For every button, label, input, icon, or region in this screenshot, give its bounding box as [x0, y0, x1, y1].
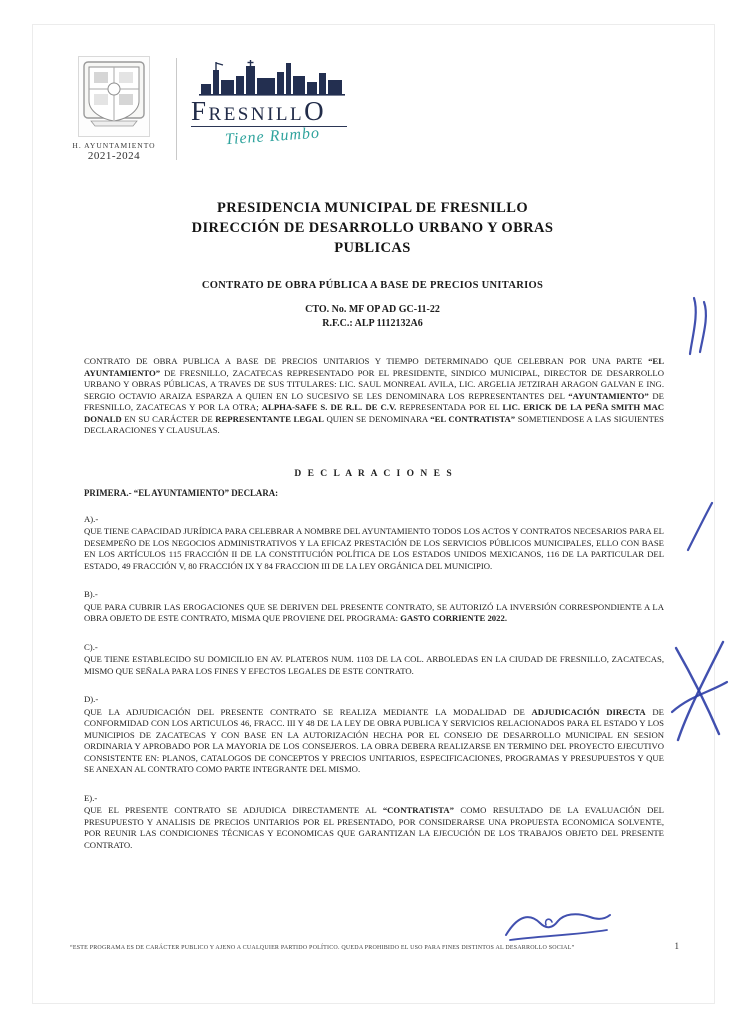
- header-divider: [176, 58, 177, 160]
- text-segment: REPRESENTADA POR EL: [396, 402, 503, 412]
- declarations-list: [84, 514, 664, 852]
- contract-meta: [85, 303, 660, 330]
- crest-years: 2021-2024: [87, 150, 141, 162]
- text-segment: CONTRATO DE OBRA PUBLICA A BASE DE PRECIOS UNITARIOS Y TIEMPO DETERMINADO QUE CELEBRAN POR UNA PARTE: [84, 356, 649, 366]
- skyline-icon: [197, 58, 347, 96]
- text-segment: “CONTRATISTA”: [382, 805, 454, 815]
- declarations-heading: D E C L A R A C I O N E S: [294, 468, 454, 479]
- declaration-text: [84, 602, 664, 625]
- declaration-block-e: [84, 793, 664, 852]
- text-segment: GASTO CORRIENTE 2022.: [400, 613, 507, 623]
- page-title-line2: DIRECCIÓN DE DESARROLLO URBANO Y OBRAS: [191, 220, 554, 236]
- declaration-label: D).-: [84, 694, 99, 704]
- text-segment: QUIEN SE DENOMINARA: [323, 413, 431, 424]
- text-segment: REPRESENTANTE LEGAL: [215, 413, 324, 424]
- municipal-crest-block: [62, 56, 166, 162]
- page-title-line3: PUBLICAS: [334, 240, 411, 256]
- declaration-text: [84, 707, 664, 776]
- page-title-line1: PRESIDENCIA MUNICIPAL DE FRESNILLO: [216, 200, 529, 216]
- intro-paragraph: [84, 356, 664, 437]
- declaration-block-c: [84, 642, 664, 678]
- ink-mark-near-contract-number: [676, 294, 718, 360]
- declaration-label: C).-: [84, 641, 98, 652]
- contract-number: CTO. No. MF OP AD GC-11-22: [305, 304, 440, 315]
- text-segment: “EL AYUNTAMIENTO”: [84, 356, 664, 378]
- declaration-text: [84, 654, 664, 677]
- text-segment: “EL CONTRATISTA”: [430, 413, 516, 424]
- text-segment: DE FRESNILLO, ZACATECAS REPRESENTADO POR EL PRESIDENTE, SINDICO MUNICIPAL, DIRECTOR DE DESARROLLO URBANO Y OBRAS PÚBLICAS, A TRAVES DE SUS TITULARES: LIC. SAUL MONREAL AVILA, LIC. ARGELIA JETZIRAH ARAGON GALVAN E ING. SERGIO OCTAVIO ARAIZA ESPARZA A QUIEN EN LO SUCESIVO SE LES DENOMINARA LOS REPRESENTANTES DEL: [84, 367, 664, 401]
- text-segment: QUE EL PRESENTE CONTRATO SE ADJUDICA DIRECTAMENTE AL: [84, 805, 383, 815]
- text-segment: QUE LA ADJUDICACIÓN DEL PRESENTE CONTRATO SE REALIZA MEDIANTE LA MODALIDAD DE: [84, 706, 532, 717]
- declaration-label: A).-: [84, 513, 99, 524]
- page-number: 1: [674, 941, 679, 951]
- title-block: [85, 198, 660, 258]
- coat-of-arms-icon: [78, 56, 150, 137]
- document-footer: [70, 941, 679, 951]
- declaration-label: E).-: [84, 792, 98, 803]
- text-segment: DE FRESNILLO, ZACATECAS Y POR LA OTRA;: [84, 390, 664, 412]
- ink-mark-checkstroke: [684, 500, 716, 556]
- declaration-block-a: [84, 514, 664, 573]
- text-segment: LIC. ERICK DE LA PEÑA SMITH MAC DONALD: [84, 402, 664, 424]
- declaration-label: B).-: [84, 589, 98, 599]
- ink-mark-initials-scribble: [666, 638, 732, 746]
- declarations-intro: PRIMERA.- “EL AYUNTAMIENTO” DECLARA:: [84, 488, 279, 498]
- text-segment: COMO RESULTADO DE LA EVALUACIÓN DEL PRESUPUESTO Y ANALISIS DE PRECIOS UNITARIOS POR EL PRESENTADO, POR CONSIDERARSE UNA PROPUESTA ECONOMICA SOLVENTE, POR REUNIR LAS CONDICIONES TÉCNICAS Y ECONOMICAS QUE GARANTIZAN LA EJECUCIÓN DE LOS TRABAJOS OBJETO DEL PRESENTE CONTRATO.: [84, 805, 664, 850]
- text-segment: QUE TIENE ESTABLECIDO SU DOMICILIO EN AV. PLATEROS NUM. 1103 DE LA COL. ARBOLEDAS EN LA CIUDAD DE FRESNILLO, ZACATECAS, MISMO QUE SEÑALA PARA LOS FINES Y EFECTOS LEGALES DE ESTE CONTRATO.: [84, 654, 664, 676]
- document-body: [84, 356, 664, 868]
- declaration-text: [84, 526, 664, 572]
- text-segment: QUE PARA CUBRIR LAS EROGACIONES QUE SE DERIVEN DEL PRESENTE CONTRATO, SE AUTORIZÓ LA INVERSIÓN CORRESPONDIENTE A LA OBRA OBJETO DE ESTE CONTRATO, MISMA QUE PROVIENE DEL PROGRAMA:: [84, 601, 664, 623]
- declaration-block-d: [84, 694, 664, 776]
- crest-caption: H. AYUNTAMIENTO: [72, 141, 156, 150]
- contract-subtitle: CONTRATO DE OBRA PÚBLICA A BASE DE PRECIOS UNITARIOS: [201, 280, 544, 291]
- text-segment: DE CONFORMIDAD CON LOS ARTICULOS 46, FRACC. III Y 48 DE LA LEY DE OBRA PUBLICA Y SERVICIOS RELACIONADOS PARA EL ESTADO Y LOS MUNICIPIOS DE ZACATECAS Y CON BASE EN LA AUTORIZACIÓN HECHA POR EL CONSEJO DE DESARROLLO MUNICIPAL EN SESION ORDINARIA Y APROBADO POR LA MAYORIA DE LOS CONSEJEROS. LA OBRA DEBERA REALIZARSE EN TERMINO DEL PROYECTO EJECUTIVO CONSISTENTE EN: PLANOS, CATALOGOS DE CONCEPTOS Y PRECIOS UNITARIOS, ESPECIFICACIONES, PROGRAMAS Y PRESUPUESTOS Y QUE SE ANEXAN AL CONTRATO COMO PARTE INTEGRANTE DEL MISMO.: [84, 706, 664, 774]
- text-segment: ADJUDICACIÓN DIRECTA: [531, 706, 646, 717]
- declaration-block-b: [84, 589, 664, 625]
- fresnillo-logo: [191, 56, 347, 149]
- text-segment: QUE TIENE CAPACIDAD JURÍDICA PARA CELEBRAR A NOMBRE DEL AYUNTAMIENTO TODOS LOS ACTOS Y CONTRATOS NECESARIOS PARA EL DESEMPEÑO DE LOS NEGOCIOS ADMINISTRATIVOS Y LA EFICAZ PRESTACIÓN DE LOS SERVICIOS PÚBLICOS MUNICIPALES, ELLO CON BASE EN LOS ARTÍCULOS 115 FRACCIÓN II DE LA CONSTITUCIÓN POLÍTICA DE LOS ESTADOS UNIDOS MEXICANOS, 116 DE LA PARTICULAR DEL ESTADO, 49 FRACCIÓN V, 80 FRACCIÓN IX Y 84 FRACCION III DE LA LEY ORGÁNICA DEL MUNICIPIO.: [84, 526, 664, 571]
- contract-rfc: R.F.C.: ALP 1112132A6: [322, 317, 423, 329]
- text-segment: “AYUNTAMIENTO”: [568, 390, 649, 401]
- declaration-text: [84, 805, 664, 851]
- footer-disclaimer: “ESTE PROGRAMA ES DE CARÁCTER PUBLICO Y AJENO A CUALQUIER PARTIDO POLÍTICO. QUEDA PROHIBIDO EL USO PARA FINES DISTINTOS AL DESARROLLO SOCIAL”: [70, 945, 575, 951]
- text-segment: SOMETIENDOSE A LAS SIGUIENTES DECLARACIONES Y CLAUSULAS.: [84, 413, 665, 435]
- text-segment: EN SU CARÁCTER DE: [121, 413, 216, 424]
- brand-tagline: Tiene Rumbo: [224, 124, 321, 149]
- document-header: [62, 56, 347, 162]
- text-segment: ALPHA-SAFE S. DE R.L. DE C.V.: [261, 402, 397, 412]
- brand-wordmark: FresnillO: [191, 96, 347, 127]
